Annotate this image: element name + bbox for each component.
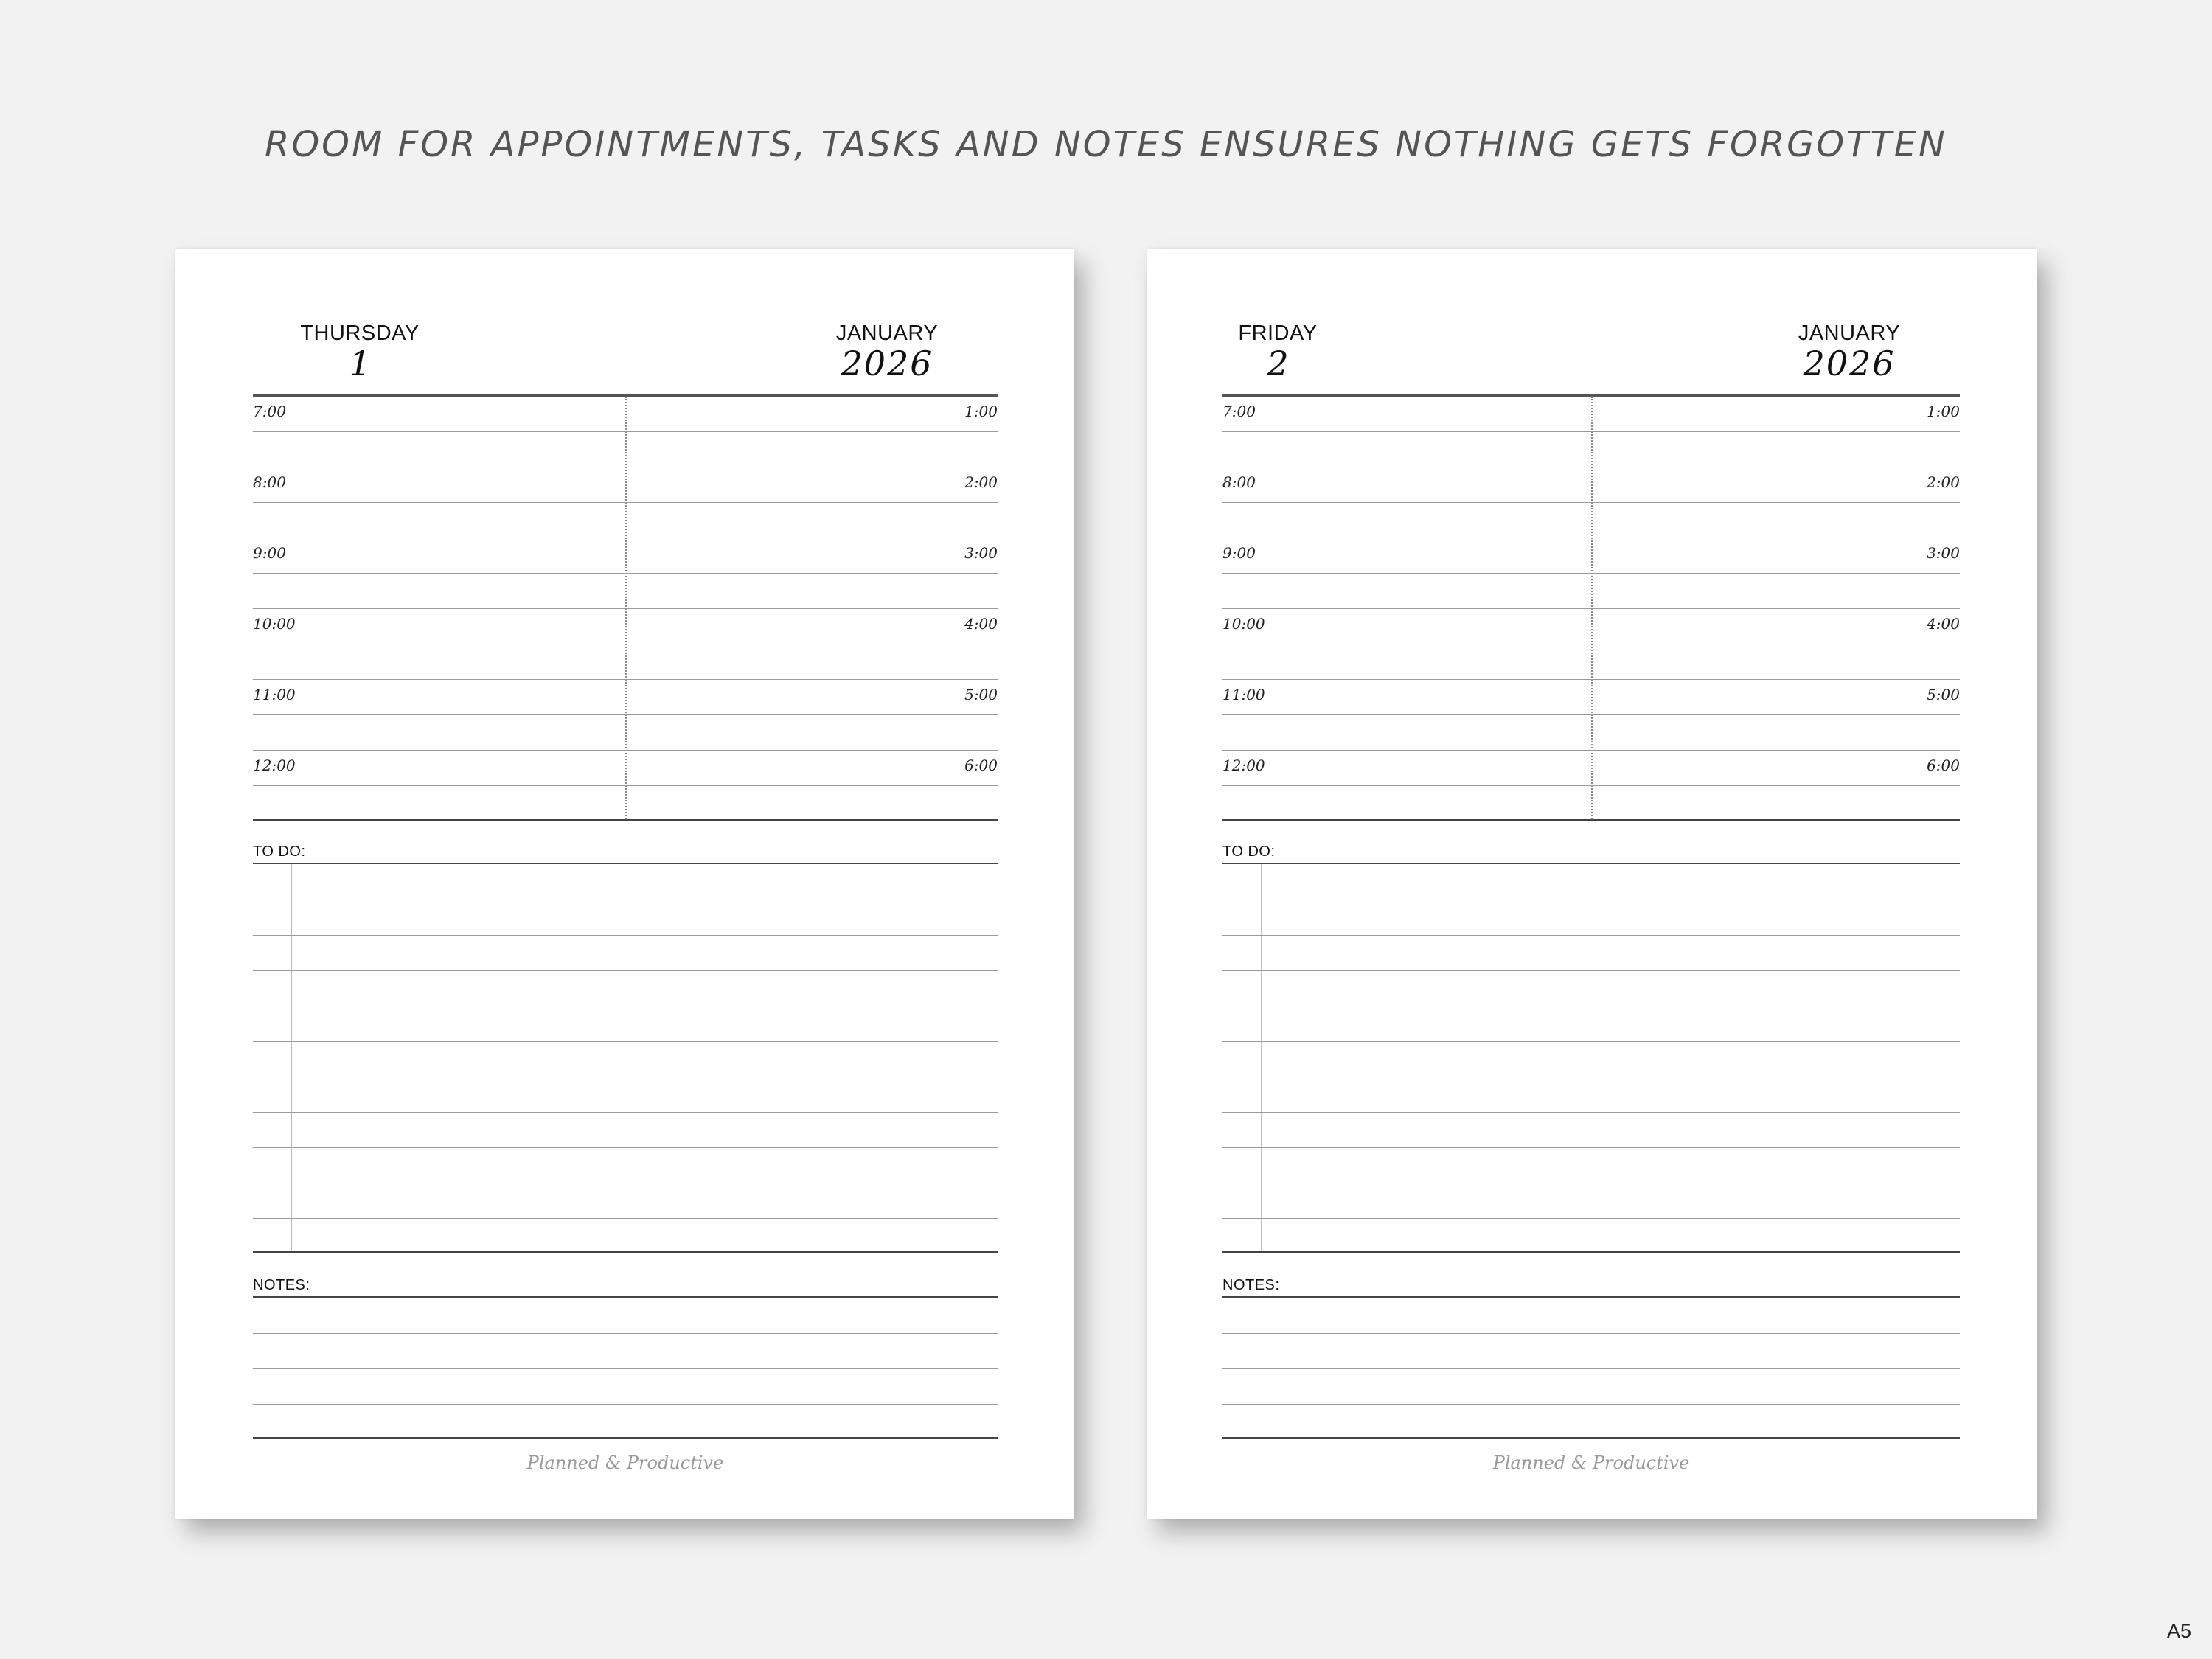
time-label: 8:00 — [253, 473, 286, 491]
paper-size-tag: A5 — [2166, 1620, 2191, 1642]
notes-line — [253, 1368, 998, 1369]
schedule-row — [253, 432, 998, 467]
time-label: 12:00 — [253, 757, 296, 774]
time-label: 4:00 — [964, 615, 998, 633]
time-label: 10:00 — [1222, 615, 1265, 633]
time-label: 12:00 — [1222, 757, 1265, 774]
time-label: 6:00 — [964, 757, 998, 774]
todo-line — [253, 1218, 998, 1219]
time-label: 6:00 — [1927, 757, 1960, 774]
time-label: 9:00 — [1222, 544, 1256, 562]
month: JANUARY — [835, 321, 939, 345]
schedule-row — [1222, 609, 1960, 644]
time-label: 4:00 — [1927, 615, 1960, 633]
todo-label: TO DO: — [253, 844, 306, 860]
time-label: 11:00 — [1222, 686, 1265, 703]
schedule-row — [253, 715, 998, 751]
time-label: 7:00 — [253, 403, 286, 420]
todo-line — [1222, 1112, 1960, 1113]
time-label: 3:00 — [1927, 544, 1960, 562]
schedule-row — [1222, 397, 1960, 432]
time-label: 1:00 — [964, 403, 998, 420]
schedule-row — [1222, 786, 1960, 821]
schedule-row — [253, 786, 998, 821]
schedule-row — [1222, 574, 1960, 609]
schedule-row — [253, 680, 998, 715]
todo-list — [253, 863, 998, 1253]
day-name: THURSDAY — [300, 321, 420, 345]
day-number: 2 — [1267, 344, 1289, 383]
notes-label: NOTES: — [1222, 1277, 1280, 1293]
schedule-row — [253, 397, 998, 432]
schedule-row — [1222, 680, 1960, 715]
notes-area — [253, 1296, 998, 1439]
todo-list — [1222, 863, 1960, 1253]
brand-signature: Planned & Productive — [1492, 1453, 1690, 1473]
todo-line — [253, 1112, 998, 1113]
checkbox-column — [291, 864, 292, 1251]
schedule-row — [1222, 503, 1960, 538]
todo-line — [1222, 970, 1960, 971]
schedule-grid — [253, 394, 998, 819]
notes-line — [253, 1404, 998, 1405]
time-label: 5:00 — [1927, 686, 1960, 703]
todo-line — [1222, 1041, 1960, 1042]
todo-line — [1222, 1147, 1960, 1148]
schedule-row — [253, 609, 998, 644]
planner-page-thursday — [175, 249, 1074, 1519]
time-label: 2:00 — [964, 473, 998, 491]
todo-line — [253, 1147, 998, 1148]
time-label: 5:00 — [964, 686, 998, 703]
schedule-grid — [1222, 394, 1960, 819]
schedule-row — [1222, 432, 1960, 467]
todo-line — [1222, 935, 1960, 936]
planner-page-friday — [1147, 249, 2037, 1519]
day-name: FRIDAY — [1238, 321, 1318, 345]
schedule-row — [1222, 751, 1960, 786]
time-label: 9:00 — [253, 544, 286, 562]
notes-line — [253, 1333, 998, 1334]
todo-line — [253, 1041, 998, 1042]
time-label: 2:00 — [1927, 473, 1960, 491]
year: 2026 — [841, 344, 933, 383]
month: JANUARY — [1798, 321, 1901, 345]
notes-line — [1222, 1404, 1960, 1405]
time-label: 10:00 — [253, 615, 296, 633]
time-label: 1:00 — [1927, 403, 1960, 420]
schedule-row — [1222, 467, 1960, 503]
notes-area — [1222, 1296, 1960, 1439]
todo-line — [253, 970, 998, 971]
schedule-row — [253, 467, 998, 503]
brand-signature: Planned & Productive — [526, 1453, 724, 1473]
notes-line — [1222, 1368, 1960, 1369]
time-label: 3:00 — [964, 544, 998, 562]
notes-line — [1222, 1333, 1960, 1334]
time-label: 11:00 — [253, 686, 296, 703]
day-number: 1 — [349, 344, 371, 383]
schedule-row — [253, 503, 998, 538]
todo-line — [1222, 1218, 1960, 1219]
schedule-row — [1222, 538, 1960, 574]
schedule-row — [253, 574, 998, 609]
time-label: 8:00 — [1222, 473, 1256, 491]
schedule-row — [1222, 715, 1960, 751]
todo-label: TO DO: — [1222, 844, 1276, 860]
time-label: 7:00 — [1222, 403, 1256, 420]
schedule-row — [253, 538, 998, 574]
notes-label: NOTES: — [253, 1277, 310, 1293]
headline: ROOM FOR APPOINTMENTS, TASKS AND NOTES ENSURES NOTHING GETS FORGOTTEN — [265, 124, 1947, 165]
schedule-row — [253, 751, 998, 786]
checkbox-column — [1261, 864, 1262, 1251]
schedule-row — [1222, 644, 1960, 680]
todo-line — [253, 935, 998, 936]
schedule-row — [253, 644, 998, 680]
year: 2026 — [1803, 344, 1896, 383]
